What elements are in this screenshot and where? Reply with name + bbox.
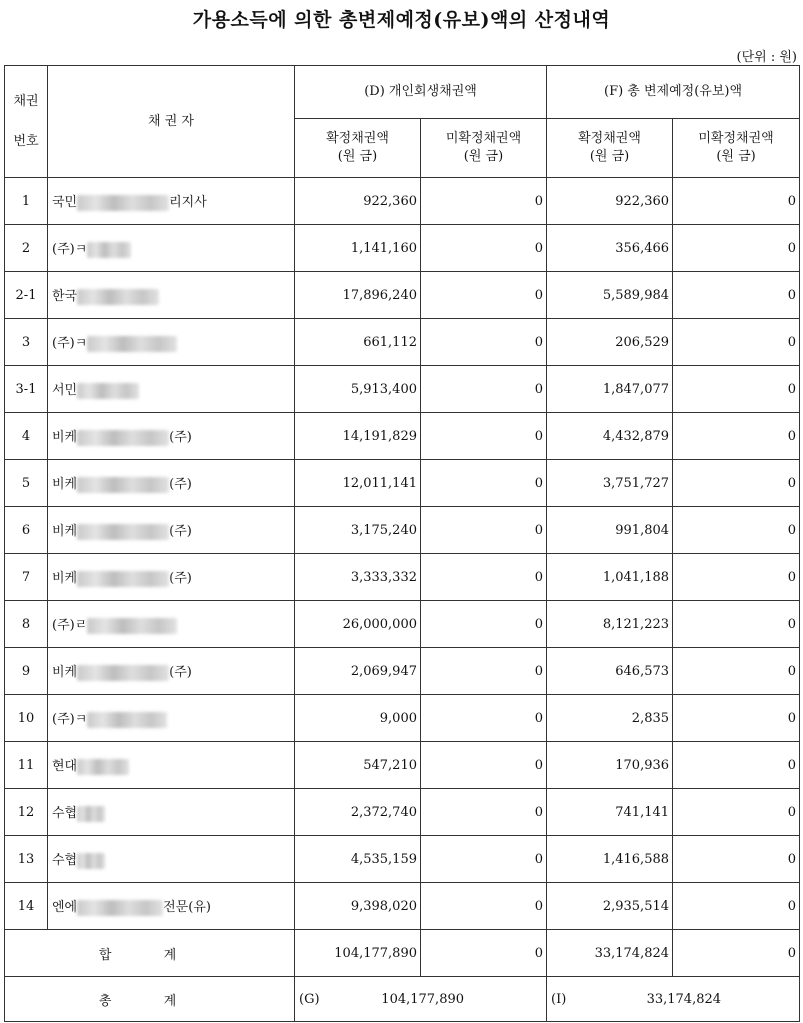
header-d-confirmed xyxy=(295,119,421,178)
d-confirmed-amount: 661,112 xyxy=(295,319,421,366)
redaction-mask xyxy=(87,242,131,258)
d-unconfirmed-amount: 0 xyxy=(421,601,547,648)
redaction-mask xyxy=(87,336,177,352)
table-row xyxy=(5,178,800,225)
redaction-mask xyxy=(77,665,169,681)
total-row xyxy=(5,977,800,1022)
f-unconfirmed-amount: 0 xyxy=(673,601,800,648)
header-creditor-no xyxy=(5,66,48,178)
creditor-no: 3 xyxy=(5,319,48,366)
creditor-name-suffix: 전문(유) xyxy=(163,900,211,916)
d-unconfirmed-amount: 0 xyxy=(421,413,547,460)
redaction-mask xyxy=(77,900,163,916)
creditor-name-prefix: 비케 xyxy=(52,477,78,493)
creditor-name-suffix: (주) xyxy=(169,571,192,587)
d-unconfirmed-amount: 0 xyxy=(421,319,547,366)
f-confirmed-amount: 8,121,223 xyxy=(547,601,673,648)
d-confirmed-amount: 3,333,332 xyxy=(295,554,421,601)
creditor-name-prefix: 엔에 xyxy=(52,900,78,916)
table-row xyxy=(5,789,800,836)
header-f-confirmed-label: 확정채권액 xyxy=(578,131,641,146)
f-confirmed-amount: 1,847,077 xyxy=(547,366,673,413)
creditor-name xyxy=(48,742,295,789)
d-unconfirmed-amount: 0 xyxy=(421,178,547,225)
creditor-no: 2-1 xyxy=(5,272,48,319)
redaction-mask xyxy=(77,289,159,305)
f-unconfirmed-amount: 0 xyxy=(673,789,800,836)
creditor-no: 6 xyxy=(5,507,48,554)
d-unconfirmed-amount: 0 xyxy=(421,460,547,507)
creditor-name-suffix: (주) xyxy=(169,477,192,493)
f-confirmed-amount: 991,804 xyxy=(547,507,673,554)
header-no-line2: 번호 xyxy=(13,133,39,149)
creditor-name-prefix: 한국 xyxy=(52,289,78,305)
creditor-no: 12 xyxy=(5,789,48,836)
f-confirmed-amount: 3,751,727 xyxy=(547,460,673,507)
redaction-mask xyxy=(77,806,105,822)
table-row xyxy=(5,742,800,789)
header-d-unconfirmed xyxy=(421,119,547,178)
d-confirmed-amount: 5,913,400 xyxy=(295,366,421,413)
f-unconfirmed-amount: 0 xyxy=(673,225,800,272)
redaction-mask xyxy=(77,430,169,446)
table-row xyxy=(5,554,800,601)
d-unconfirmed-amount: 0 xyxy=(421,695,547,742)
d-unconfirmed-amount: 0 xyxy=(421,742,547,789)
d-unconfirmed-amount: 0 xyxy=(421,648,547,695)
d-confirmed-amount: 1,141,160 xyxy=(295,225,421,272)
redaction-mask xyxy=(77,195,169,211)
d-unconfirmed-amount: 0 xyxy=(421,883,547,930)
creditor-name-suffix: (주) xyxy=(169,524,192,540)
d-confirmed-amount: 12,011,141 xyxy=(295,460,421,507)
d-confirmed-amount: 17,896,240 xyxy=(295,272,421,319)
f-confirmed-amount: 206,529 xyxy=(547,319,673,366)
f-unconfirmed-amount: 0 xyxy=(673,507,800,554)
table-row xyxy=(5,507,800,554)
f-confirmed-amount: 922,360 xyxy=(547,178,673,225)
header-f-confirmed xyxy=(547,119,673,178)
table-row xyxy=(5,460,800,507)
creditor-name-prefix: 비케 xyxy=(52,430,78,446)
creditor-name xyxy=(48,319,295,366)
total-g-label: (G) xyxy=(299,991,320,1007)
d-unconfirmed-amount: 0 xyxy=(421,554,547,601)
f-unconfirmed-amount: 0 xyxy=(673,413,800,460)
creditor-name-prefix: 서민 xyxy=(52,383,78,399)
table-row xyxy=(5,648,800,695)
table-row xyxy=(5,319,800,366)
total-g-cell xyxy=(295,977,547,1022)
f-unconfirmed-amount: 0 xyxy=(673,883,800,930)
table-row xyxy=(5,601,800,648)
d-confirmed-amount: 9,000 xyxy=(295,695,421,742)
d-confirmed-amount: 2,372,740 xyxy=(295,789,421,836)
table-row xyxy=(5,695,800,742)
header-no-line1: 채권 xyxy=(13,93,39,109)
f-confirmed-amount: 1,416,588 xyxy=(547,836,673,883)
f-unconfirmed-amount: 0 xyxy=(673,460,800,507)
creditor-no: 14 xyxy=(5,883,48,930)
creditor-name xyxy=(48,225,295,272)
header-d-confirmed-won: (원 금) xyxy=(337,149,378,164)
creditor-name xyxy=(48,554,295,601)
f-confirmed-amount: 4,432,879 xyxy=(547,413,673,460)
header-row-1 xyxy=(5,66,800,119)
redaction-mask xyxy=(77,383,139,399)
creditor-name-suffix: 리지사 xyxy=(169,195,207,211)
creditor-no: 7 xyxy=(5,554,48,601)
f-unconfirmed-amount: 0 xyxy=(673,178,800,225)
redaction-mask xyxy=(77,477,169,493)
creditor-no: 10 xyxy=(5,695,48,742)
total-i-label: (I) xyxy=(551,991,567,1007)
repayment-table xyxy=(4,65,800,1022)
sum-label: 합 계 xyxy=(5,930,295,977)
header-d-confirmed-label: 확정채권액 xyxy=(326,131,389,146)
f-confirmed-amount: 2,935,514 xyxy=(547,883,673,930)
creditor-name xyxy=(48,460,295,507)
f-unconfirmed-amount: 0 xyxy=(673,836,800,883)
creditor-name-suffix: (주) xyxy=(169,665,192,681)
creditor-no: 13 xyxy=(5,836,48,883)
f-unconfirmed-amount: 0 xyxy=(673,366,800,413)
d-confirmed-amount: 3,175,240 xyxy=(295,507,421,554)
d-confirmed-amount: 2,069,947 xyxy=(295,648,421,695)
d-unconfirmed-amount: 0 xyxy=(421,507,547,554)
creditor-no: 9 xyxy=(5,648,48,695)
header-creditor: 채 권 자 xyxy=(48,66,295,178)
creditor-name-prefix: (주)ㅋ xyxy=(52,712,88,728)
d-confirmed-amount: 922,360 xyxy=(295,178,421,225)
header-f-unconfirmed-label: 미확정채권액 xyxy=(698,131,774,146)
d-unconfirmed-amount: 0 xyxy=(421,836,547,883)
d-unconfirmed-amount: 0 xyxy=(421,225,547,272)
creditor-no: 1 xyxy=(5,178,48,225)
sum-d-unconfirmed: 0 xyxy=(421,930,547,977)
redaction-mask xyxy=(77,759,129,775)
f-unconfirmed-amount: 0 xyxy=(673,695,800,742)
creditor-name-prefix: 현대 xyxy=(52,759,78,775)
unit-label: (단위 : 원) xyxy=(736,50,797,65)
creditor-name xyxy=(48,366,295,413)
redaction-mask xyxy=(77,853,105,869)
d-unconfirmed-amount: 0 xyxy=(421,789,547,836)
total-g-value: 104,177,890 xyxy=(381,991,465,1007)
creditor-name xyxy=(48,789,295,836)
f-unconfirmed-amount: 0 xyxy=(673,554,800,601)
table-row xyxy=(5,272,800,319)
table-row xyxy=(5,413,800,460)
creditor-name-prefix: 수협 xyxy=(52,853,78,869)
d-confirmed-amount: 4,535,159 xyxy=(295,836,421,883)
table-row xyxy=(5,225,800,272)
creditor-no: 11 xyxy=(5,742,48,789)
header-group-d: (D) 개인회생채권액 xyxy=(295,66,547,119)
creditor-no: 5 xyxy=(5,460,48,507)
f-confirmed-amount: 1,041,188 xyxy=(547,554,673,601)
total-i-value: 33,174,824 xyxy=(646,991,722,1007)
creditor-name xyxy=(48,883,295,930)
f-unconfirmed-amount: 0 xyxy=(673,319,800,366)
f-unconfirmed-amount: 0 xyxy=(673,272,800,319)
d-unconfirmed-amount: 0 xyxy=(421,366,547,413)
creditor-no: 8 xyxy=(5,601,48,648)
creditor-name xyxy=(48,648,295,695)
creditor-name xyxy=(48,178,295,225)
total-label: 총 계 xyxy=(5,977,295,1022)
header-d-unconfirmed-won: (원 금) xyxy=(463,149,504,164)
redaction-mask xyxy=(87,712,167,728)
header-f-unconfirmed xyxy=(673,119,800,178)
total-i-cell xyxy=(547,977,800,1022)
d-unconfirmed-amount: 0 xyxy=(421,272,547,319)
f-unconfirmed-amount: 0 xyxy=(673,648,800,695)
creditor-name-prefix: (주)ㄹ xyxy=(52,618,88,634)
creditor-name-prefix: 국민 xyxy=(52,195,78,211)
header-f-unconfirmed-won: (원 금) xyxy=(716,149,756,164)
creditor-name xyxy=(48,695,295,742)
sum-row xyxy=(5,930,800,977)
redaction-mask xyxy=(87,618,177,634)
f-unconfirmed-amount: 0 xyxy=(673,742,800,789)
creditor-name-prefix: 비케 xyxy=(52,524,78,540)
f-confirmed-amount: 356,466 xyxy=(547,225,673,272)
d-confirmed-amount: 547,210 xyxy=(295,742,421,789)
f-confirmed-amount: 2,835 xyxy=(547,695,673,742)
creditor-no: 3-1 xyxy=(5,366,48,413)
creditor-name-suffix: (주) xyxy=(169,430,192,446)
table-row xyxy=(5,836,800,883)
d-confirmed-amount: 9,398,020 xyxy=(295,883,421,930)
creditor-name xyxy=(48,272,295,319)
header-f-confirmed-won: (원 금) xyxy=(589,149,630,164)
creditor-name-prefix: 수협 xyxy=(52,806,78,822)
sum-f-unconfirmed: 0 xyxy=(673,930,800,977)
creditor-name xyxy=(48,836,295,883)
creditor-no: 2 xyxy=(5,225,48,272)
creditor-name-prefix: 비케 xyxy=(52,665,78,681)
creditor-no: 4 xyxy=(5,413,48,460)
table-row xyxy=(5,366,800,413)
creditor-name-prefix: 비케 xyxy=(52,571,78,587)
redaction-mask xyxy=(77,524,169,540)
sum-f-confirmed: 33,174,824 xyxy=(547,930,673,977)
f-confirmed-amount: 170,936 xyxy=(547,742,673,789)
sum-d-confirmed: 104,177,890 xyxy=(295,930,421,977)
creditor-name xyxy=(48,413,295,460)
f-confirmed-amount: 646,573 xyxy=(547,648,673,695)
header-d-unconfirmed-label: 미확정채권액 xyxy=(445,131,522,146)
creditor-name-prefix: (주)ㅋ xyxy=(52,242,88,258)
redaction-mask xyxy=(77,571,169,587)
f-confirmed-amount: 5,589,984 xyxy=(547,272,673,319)
creditor-name xyxy=(48,601,295,648)
header-group-f: (F) 총 변제예정(유보)액 xyxy=(547,66,800,119)
d-confirmed-amount: 14,191,829 xyxy=(295,413,421,460)
document-title: 가용소득에 의한 총변제예정(유보)액의 산정내역 xyxy=(192,9,611,31)
table-row xyxy=(5,883,800,930)
f-confirmed-amount: 741,141 xyxy=(547,789,673,836)
d-confirmed-amount: 26,000,000 xyxy=(295,601,421,648)
creditor-name xyxy=(48,507,295,554)
creditor-name-prefix: (주)ㅋ xyxy=(52,336,88,352)
